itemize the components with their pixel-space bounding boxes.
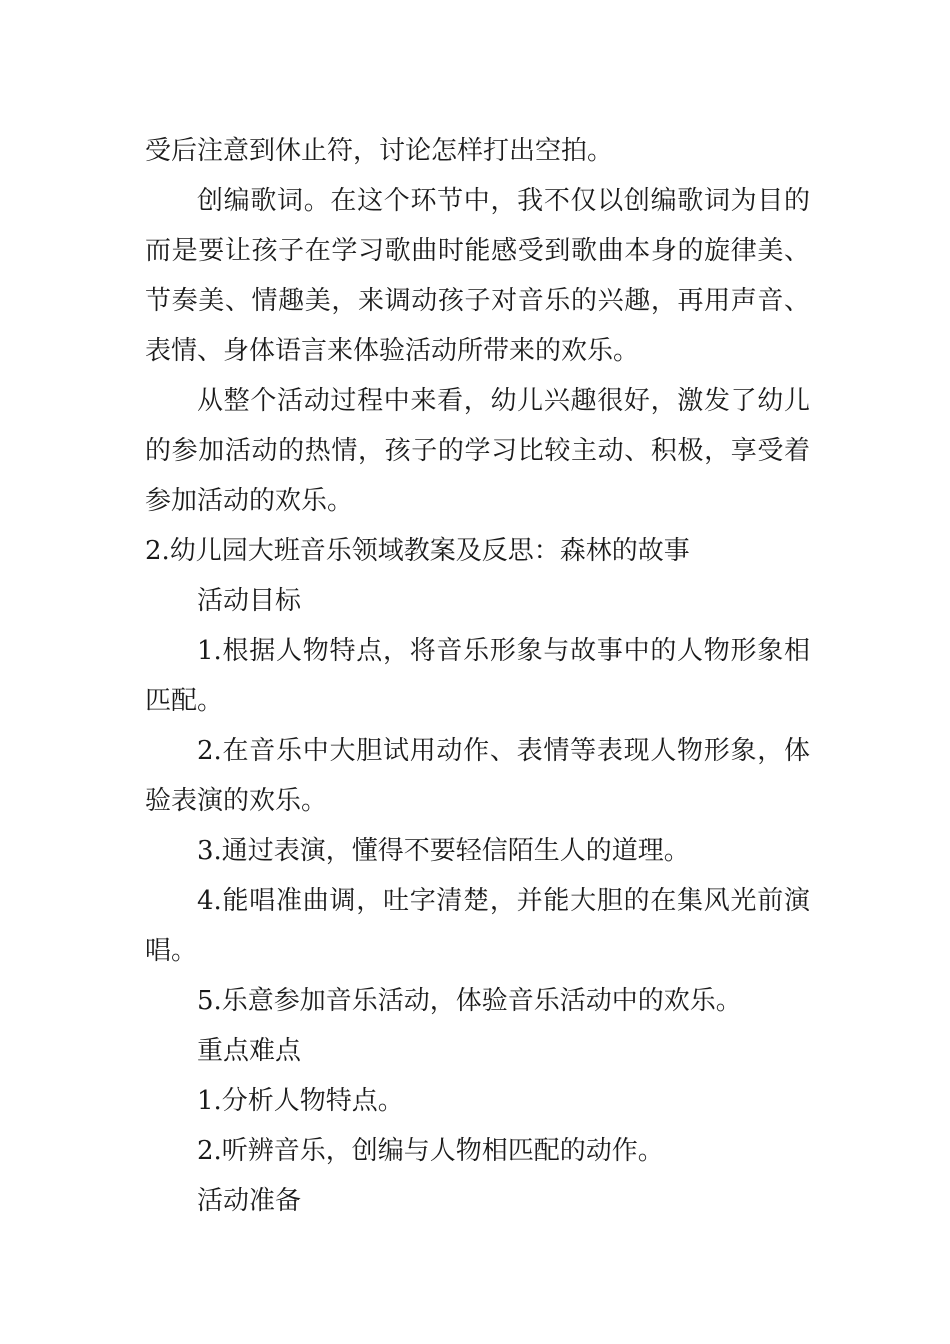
subheading-activity-goals: 活动目标 <box>197 586 302 616</box>
goal-item-5: 5.乐意参加音乐活动，体验音乐活动中的欢乐。 <box>197 986 742 1016</box>
paragraph-lyrics-creation: 创编歌词。在这个环节中，我不仅以创编歌词为目的而是要让孩子在学习歌曲时能感受到歌曲本身的旋律美、节奏美、情趣美，来调动孩子对音乐的兴趣，再用声音、表情、身体语言来体验活动所带来的欢乐。 <box>145 186 810 366</box>
goal-item-3: 3.通过表演，懂得不要轻信陌生人的道理。 <box>197 836 690 866</box>
paragraph-continuation: 受后注意到休止符，讨论怎样打出空拍。 <box>145 136 614 166</box>
section-title: 2.幼儿园大班音乐领域教案及反思：森林的故事 <box>145 536 690 566</box>
document-body <box>145 126 810 1226</box>
paragraph-activity-summary: 从整个活动过程中来看，幼儿兴趣很好，激发了幼儿的参加活动的热情，孩子的学习比较主动、积极，享受着参加活动的欢乐。 <box>145 386 810 516</box>
subheading-activity-preparation: 活动准备 <box>197 1186 302 1216</box>
goal-item-4: 4.能唱准曲调，吐字清楚，并能大胆的在集风光前演唱。 <box>145 886 810 966</box>
goal-item-2: 2.在音乐中大胆试用动作、表情等表现人物形象，体验表演的欢乐。 <box>145 736 810 816</box>
subheading-key-points: 重点难点 <box>197 1036 302 1066</box>
key-point-item-1: 1.分析人物特点。 <box>197 1086 404 1116</box>
goal-item-1: 1.根据人物特点，将音乐形象与故事中的人物形象相匹配。 <box>145 636 810 716</box>
key-point-item-2: 2.听辨音乐，创编与人物相匹配的动作。 <box>197 1136 664 1166</box>
